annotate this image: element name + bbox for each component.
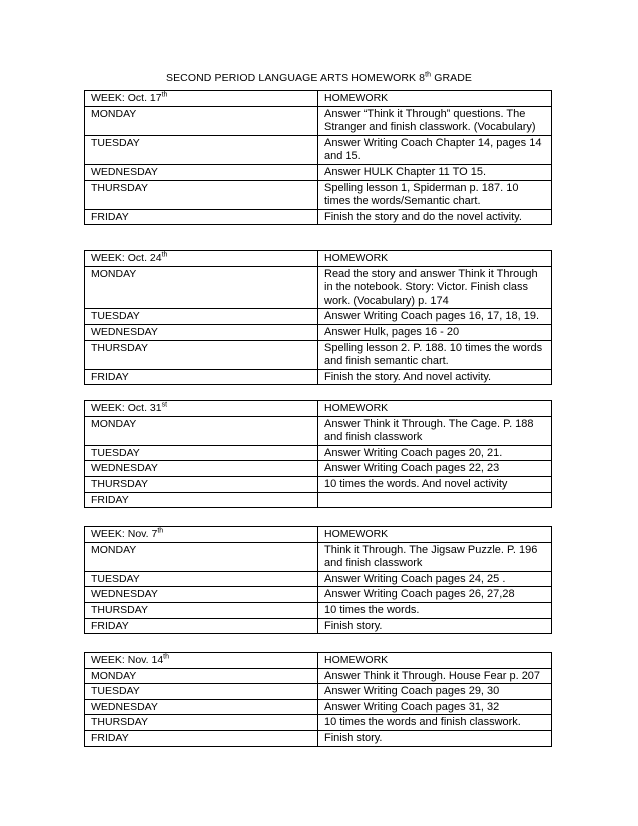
table-header-row <box>85 251 552 267</box>
week-label-cell: WEEK: Oct. 17th <box>85 91 318 107</box>
homework-cell: Spelling lesson 2. P. 188. 10 times the words and finish semantic chart. <box>318 340 552 369</box>
table-row <box>85 164 552 180</box>
day-cell: FRIDAY <box>85 369 318 385</box>
table-row <box>85 369 552 385</box>
table-header-row <box>85 653 552 669</box>
homework-cell: Finish the story. And novel activity. <box>318 369 552 385</box>
day-cell: MONDAY <box>85 266 318 309</box>
week-table-oct-31 <box>84 400 552 508</box>
day-cell: FRIDAY <box>85 618 318 634</box>
table-row <box>85 180 552 209</box>
day-cell: WEDNESDAY <box>85 461 318 477</box>
homework-cell: Answer “Think it Through” questions. The Stranger and finish classwork. (Vocabulary) <box>318 106 552 135</box>
week-table-oct-24 <box>84 250 552 385</box>
table-header-row <box>85 527 552 543</box>
table-row <box>85 684 552 700</box>
homework-cell: Answer Think it Through. House Fear p. 207 <box>318 668 552 684</box>
homework-cell: Answer Writing Coach pages 20, 21. <box>318 445 552 461</box>
table-row <box>85 106 552 135</box>
table-row <box>85 492 552 508</box>
week-table-nov-14 <box>84 652 552 747</box>
day-cell: TUESDAY <box>85 445 318 461</box>
title-suffix: GRADE <box>431 72 473 84</box>
homework-cell: Finish story. <box>318 618 552 634</box>
table-row <box>85 699 552 715</box>
homework-cell: Answer Writing Coach pages 31, 32 <box>318 699 552 715</box>
day-cell: THURSDAY <box>85 715 318 731</box>
table-row <box>85 730 552 746</box>
table-row <box>85 571 552 587</box>
day-cell: THURSDAY <box>85 476 318 492</box>
homework-cell: Answer Writing Coach pages 22, 23 <box>318 461 552 477</box>
homework-cell: 10 times the words and finish classwork. <box>318 715 552 731</box>
table-row <box>85 416 552 445</box>
table-row <box>85 135 552 164</box>
week-label-cell: WEEK: Nov. 14th <box>85 653 318 669</box>
table-row <box>85 668 552 684</box>
day-cell: MONDAY <box>85 668 318 684</box>
day-cell: FRIDAY <box>85 492 318 508</box>
day-cell: FRIDAY <box>85 730 318 746</box>
table-row <box>85 587 552 603</box>
homework-cell: Finish story. <box>318 730 552 746</box>
title-superscript: th <box>425 71 432 79</box>
table-row <box>85 340 552 369</box>
table-row <box>85 715 552 731</box>
homework-header-cell: HOMEWORK <box>318 91 552 107</box>
table-row <box>85 618 552 634</box>
day-cell: THURSDAY <box>85 602 318 618</box>
day-cell: MONDAY <box>85 416 318 445</box>
homework-cell: 10 times the words. And novel activity <box>318 476 552 492</box>
day-cell: FRIDAY <box>85 209 318 225</box>
table-row <box>85 324 552 340</box>
table-row <box>85 309 552 325</box>
day-cell: TUESDAY <box>85 571 318 587</box>
day-cell: TUESDAY <box>85 135 318 164</box>
homework-cell <box>318 492 552 508</box>
homework-header-cell: HOMEWORK <box>318 527 552 543</box>
homework-cell: Answer Writing Coach pages 29, 30 <box>318 684 552 700</box>
table-row <box>85 266 552 309</box>
homework-cell: Spelling lesson 1, Spiderman p. 187. 10 times the words/Semantic chart. <box>318 180 552 209</box>
day-cell: MONDAY <box>85 106 318 135</box>
table-row <box>85 445 552 461</box>
homework-cell: Think it Through. The Jigsaw Puzzle. P. 196 and finish classwork <box>318 542 552 571</box>
day-cell: WEDNESDAY <box>85 699 318 715</box>
day-cell: WEDNESDAY <box>85 164 318 180</box>
homework-cell: Answer Think it Through. The Cage. P. 188 and finish classwork <box>318 416 552 445</box>
week-label-cell: WEEK: Nov. 7th <box>85 527 318 543</box>
table-row <box>85 476 552 492</box>
week-table-oct-17 <box>84 90 552 225</box>
table-header-row <box>85 401 552 417</box>
table-row <box>85 209 552 225</box>
homework-cell: Read the story and answer Think it Through in the notebook. Story: Victor. Finish class work. (Vocabulary) p. 174 <box>318 266 552 309</box>
table-row <box>85 542 552 571</box>
week-table-nov-7 <box>84 526 552 634</box>
homework-cell: Answer Writing Coach pages 26, 27,28 <box>318 587 552 603</box>
homework-cell: Finish the story and do the novel activity. <box>318 209 552 225</box>
table-row <box>85 602 552 618</box>
week-label-cell: WEEK: Oct. 24th <box>85 251 318 267</box>
homework-cell: Answer Writing Coach Chapter 14, pages 14 and 15. <box>318 135 552 164</box>
homework-header-cell: HOMEWORK <box>318 251 552 267</box>
day-cell: TUESDAY <box>85 684 318 700</box>
day-cell: THURSDAY <box>85 340 318 369</box>
homework-cell: Answer Writing Coach pages 16, 17, 18, 19. <box>318 309 552 325</box>
page-title <box>0 72 638 84</box>
homework-cell: 10 times the words. <box>318 602 552 618</box>
day-cell: THURSDAY <box>85 180 318 209</box>
homework-cell: Answer HULK Chapter 11 TO 15. <box>318 164 552 180</box>
title-text: SECOND PERIOD LANGUAGE ARTS HOMEWORK 8 <box>165 72 426 84</box>
table-row <box>85 461 552 477</box>
day-cell: WEDNESDAY <box>85 324 318 340</box>
homework-header-cell: HOMEWORK <box>318 653 552 669</box>
homework-cell: Answer Hulk, pages 16 - 20 <box>318 324 552 340</box>
day-cell: WEDNESDAY <box>85 587 318 603</box>
table-header-row <box>85 91 552 107</box>
day-cell: TUESDAY <box>85 309 318 325</box>
week-label-cell: WEEK: Oct. 31st <box>85 401 318 417</box>
homework-header-cell: HOMEWORK <box>318 401 552 417</box>
day-cell: MONDAY <box>85 542 318 571</box>
homework-cell: Answer Writing Coach pages 24, 25 . <box>318 571 552 587</box>
